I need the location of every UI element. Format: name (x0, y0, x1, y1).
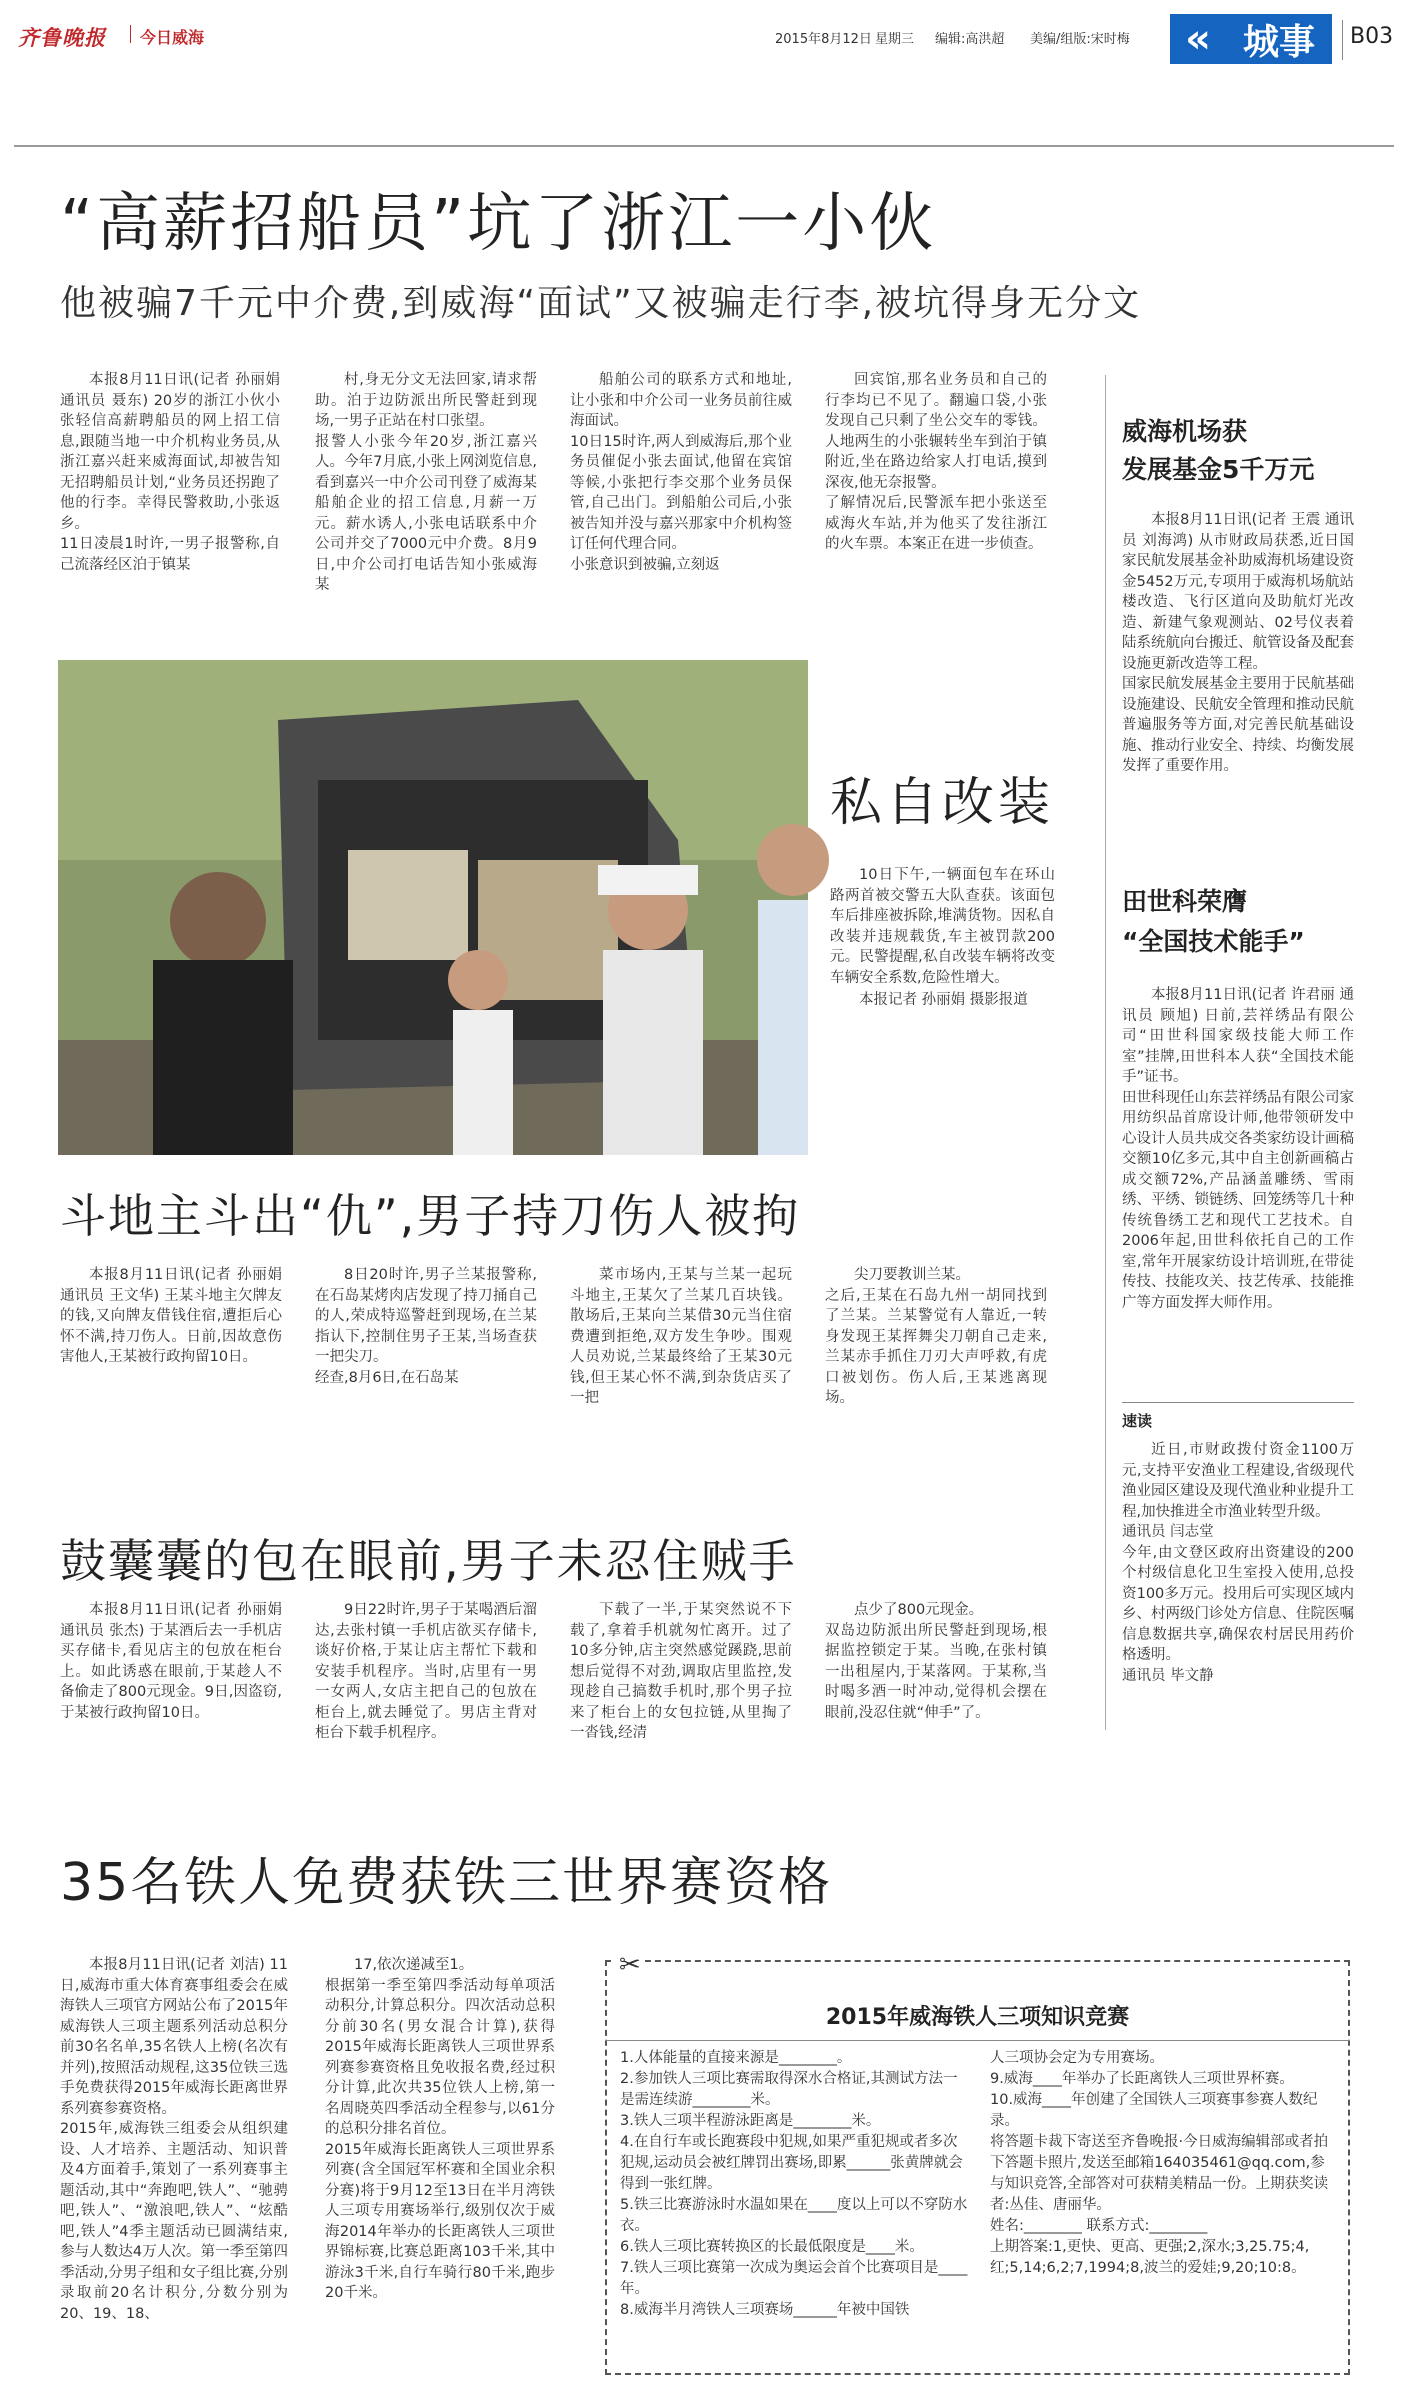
brief-label: 速读 (1122, 1410, 1158, 1431)
news-photo-van (58, 660, 808, 1155)
sidebar-airport-headline-1: 威海机场获 (1122, 417, 1248, 446)
ironman-column-1 (60, 1955, 288, 2375)
photo-story-text: 10日下午,一辆面包车在环山路两首被交警五大队查获。该面包车后排座被拆除,堆满货物。因私自改装并违规载货,车主被罚款200元。民警提醒,私自改装车辆将改变车辆安全系数,危险性增大。 (830, 867, 1055, 986)
ironman-col1-text: 本报8月11日讯(记者 刘洁) 11日,威海市重大体育赛事组委会在威海铁人三项官方网站公布了2015年威海铁人三项主题系列活动总积分前30名名单,35名铁人上榜(名次有并列),按照活动规程,这35位铁三选手免费获得2015年威海长距离世界系列赛参赛资格。 2015年,威海铁三组委会从组织建设、人才培养、主题活动、知识普及4方面着手,策划了一系列赛事主题活动,其中“奔跑吧,铁人”、“驰骋吧,铁人”、“激浪吧,铁人”、“炫酷吧,铁人”4季主题活动已圆满结束,参与人数达4万人次。第一季至第四季活动,分男子组和女子组比赛,分别录取前20名计积分,分数分别为20、19、18、 (60, 1957, 288, 2322)
brief-rule (1122, 1402, 1354, 1403)
lead-column-2 (315, 370, 537, 650)
sidebar-tian-headline-2: “全国技术能手” (1122, 927, 1305, 956)
theft-col4-text: 点少了800元现金。 双岛边防派出所民警赶到现场,根据监控锁定于某。当晚,在张村镇一出租屋内,于某落网。于某称,当时喝多酒一时冲动,觉得机会摆在眼前,没忍住就“伸手”了。 (825, 1602, 1047, 1721)
sidebar-rule (1105, 375, 1106, 1730)
theft-headline: 鼓囊囊的包在眼前,男子未忍住贼手 (60, 1534, 797, 1588)
scissors-icon: ✂ (615, 1950, 645, 1980)
design-credit: 美编/组版:宋时梅 (1030, 32, 1130, 47)
theft-col1-text: 本报8月11日讯(记者 孙丽娟 通讯员 张杰) 于某酒后去一手机店买存储卡,看见店主的包放在柜台上。如此诱惑在眼前,于某趁人不备偷走了800元现金。9日,因盗窃,于某被行政拘留10日。 (60, 1602, 287, 1721)
quiz-divider (605, 2040, 1350, 2041)
fight-column-1 (60, 1265, 287, 1490)
lead-headline: “高薪招船员”坑了浙江一小伙 (60, 187, 937, 261)
theft-col2-text: 9日22时许,男子于某喝酒后溜达,去张村镇一手机店欲买存储卡,谈好价格,于某让店主帮忙下载和安装手机程序。当时,店里有一男一女两人,女店主把自己的包放在柜台上,就去睡觉了。男店主背对柜台下载手机程序。 (315, 1602, 537, 1741)
top-rule (14, 145, 1394, 147)
section-arrow-icon: « (1170, 14, 1226, 64)
lead-col4-text: 回宾馆,那名业务员和自己的行李均已不见了。翻遍口袋,小张发现自己只剩了坐公交车的零钱。人地两生的小张辗转坐车到泊于镇附近,坐在路边给家人打电话,摸到深夜,他无奈报警。 了解情况后,民警派车把小张送至威海火车站,并为他买了发往浙江的火车票。本案正在进一步侦查。 (825, 372, 1047, 552)
quiz-item: 5.铁三比赛游泳时水温如果在____度以上可以不穿防水衣。 (620, 2197, 968, 2234)
edition-name: 今日威海 (140, 28, 205, 47)
lead-column-1 (60, 370, 280, 650)
sidebar-brief-text: 近日,市财政拨付资金1100万元,支持平安渔业工程建设,省级现代渔业园区建设及现代渔业种业提升工程,加快推进全市渔业转型升级。 通讯员 闫志堂 今年,由文登区政府出资建设的200个村级信息化卫生室投入使用,总投资100多万元。投用后可实现区域内乡、村两级门诊处方信息、住院医嘱信息数据共享,确保农村居民用药价格透明。 通讯员 毕文静 (1122, 1442, 1354, 1684)
fight-col1-text: 本报8月11日讯(记者 孙丽娟 通讯员 王文华) 王某斗地主欠牌友的钱,又向牌友借钱住宿,遭拒后心怀不满,持刀伤人。日前,因故意伤害他人,王某被行政拘留10日。 (60, 1267, 287, 1365)
fight-col3-text: 菜市场内,王某与兰某一起玩斗地主,王某欠了兰某几百块钱。散场后,王某向兰某借30元当住宿费遭到拒绝,双方发生争吵。围观人员劝说,兰某最终给了王某30元钱,但王某心怀不满,到杂货店买了一把 (570, 1267, 792, 1406)
photo-story-credit: 本报记者 孙丽娟 摄影报道 (859, 992, 1028, 1008)
lead-col1-text: 本报8月11日讯(记者 孙丽娟 通讯员 聂东) 20岁的浙江小伙小张轻信高薪聘船员的网上招工信息,跟随当地一中介机构业务员,从浙江嘉兴赶来威海面试,却被告知无招聘船员计划,“业务员还拐跑了他的行李。幸得民警救助,小张返乡。 11日凌晨1时许,一男子报警称,自己流落经区泊于镇某 (60, 372, 280, 573)
quiz-title: 2015年威海铁人三项知识竞赛 (825, 2005, 1130, 2030)
quiz-item: 2.参加铁人三项比赛需取得深水合格证,其测试方法一是需连续游________米。 (620, 2071, 958, 2108)
issue-date: 2015年8月12日 (775, 32, 872, 47)
quiz-item: 3.铁人三项半程游泳距离是________米。 (620, 2113, 881, 2129)
quiz-item: 7.铁人三项比赛第一次成为奥运会首个比赛项目是____年。 (620, 2260, 968, 2297)
sidebar-tian-text: 本报8月11日讯(记者 许君丽 通讯员 顾旭) 日前,芸祥绣品有限公司“田世科国家级技能大师工作室”挂牌,田世科本人获“全国技术能手”证书。 田世科现任山东芸祥绣品有限公司家用纺织品首席设计师,他带领研发中心设计人员共成交各类家纺设计画稿交额10亿多元,其中自主创新画稿占成交额72%,产品涵盖雕绣、雪雨绣、平绣、锁链绣、回笼绣等几十种传统鲁绣工艺和现代工艺技术。自2006年起,田世科依托自己的工作室,常年开展家纺设计培训班,在带徒传技、技能攻关、技艺传承、技能推广等方面发挥大师作用。 (1122, 987, 1354, 1311)
lead-column-3 (570, 370, 792, 650)
quiz-item: 人三项协会定为专用赛场。 (990, 2050, 1164, 2066)
photo-story-column (830, 865, 1055, 1095)
ironman-headline: 35名铁人免费获铁三世界赛资格 (60, 1853, 833, 1913)
quiz-item: 6.铁人三项比赛转换区的长最低限度是____米。 (620, 2239, 924, 2255)
fight-col4-text: 尖刀要教训兰某。 之后,王某在石岛九州一胡同找到了兰某。兰某警觉有人靠近,一转身发现王某挥舞尖刀朝自己走来,兰某赤手抓住刀刃大声呼救,有虎口被划伤。伤人后,王某逃离现场。 (825, 1267, 1047, 1406)
quiz-item: 上期答案:1,更快、更高、更强;2,深水;3,25.75;4,红;5,14;6,2;7,1994;8,波兰的爱娃;9,20;10:8。 (990, 2239, 1310, 2276)
lead-column-4 (825, 370, 1047, 650)
quiz-item: 1.人体能量的直接来源是________。 (620, 2050, 852, 2066)
theft-column-4 (825, 1600, 1047, 1825)
theft-column-1 (60, 1600, 287, 1825)
masthead-divider (130, 25, 131, 43)
quiz-left-column (620, 2048, 970, 2368)
newspaper-logo: 齐鲁晚报 (18, 25, 106, 50)
ironman-column-2 (325, 1955, 555, 2375)
quiz-right-column (990, 2048, 1335, 2368)
sidebar-airport-column (1122, 510, 1354, 880)
fight-col2-text: 8日20时许,男子兰某报警称,在石岛某烤肉店发现了持刀捅自己的人,荣成特巡警赶到现场,在兰某指认下,控制住男子王某,当场查获一把尖刀。 经查,8月6日,在石岛某 (315, 1267, 537, 1386)
sidebar-brief-column (1122, 1440, 1354, 1730)
theft-column-3 (570, 1600, 792, 1825)
section-name: 城事 (1226, 14, 1332, 64)
issue-weekday: 星期三 (875, 32, 915, 47)
sidebar-airport-text: 本报8月11日讯(记者 王震 通讯员 刘海鸿) 从市财政局获悉,近日国家民航发展基金补助威海机场建设资金5452万元,专项用于威海机场航站楼改造、飞行区道向及助航灯光改造、新建气象观测站、02号仪表着陆系统航向台搬迁、航管设备及配套设施更新改造等工程。 国家民航发展基金主要用于民航基础设施建设、民航安全管理和推动民航普遍服务等方面,对完善民航基础设施、推动行业安全、持续、均衡发展发挥了重要作用。 (1122, 512, 1354, 774)
page-divider (1342, 20, 1343, 60)
photo-story-title: 私自改装 (830, 773, 1055, 833)
fight-headline: 斗地主斗出“仇”,男子持刀伤人被拘 (60, 1189, 801, 1243)
page-number: B03 (1350, 24, 1394, 49)
editor-credit: 编辑:高洪超 (935, 32, 1005, 47)
fight-column-4 (825, 1265, 1047, 1490)
ironman-col2-text: 17,依次递减至1。 根据第一季至第四季活动每单项活动积分,计算总积分。四次活动总积分前30名(男女混合计算),获得2015年威海长距离铁人三项世界系列赛参赛资格且免收报名费,经过积分计算,此次共35位铁人上榜,第一名周晓英四季活动全程参与,以61分的总积分排名首位。 2015年威海长距离铁人三项世界系列赛(含全国冠军杯赛和全国业余积分赛)将于9月12至13日在半月湾铁人三项专用赛场举行,级别仅次于威海2014年举办的长距离铁人三项世界锦标赛,比赛总距离103千米,其中游泳3千米,自行车骑行80千米,跑步20千米。 (325, 1957, 555, 2301)
quiz-item: 将答题卡裁下寄送至齐鲁晚报·今日威海编辑部或者拍下答题卡照片,发送至邮箱164035461@qq.com,参与知识竞答,全部答对可获精美精品一份。上期获奖读者:丛佳、唐丽华。 (990, 2134, 1329, 2213)
sidebar-tian-column (1122, 985, 1354, 1385)
quiz-item: 姓名:________ 联系方式:________ (990, 2218, 1208, 2234)
quiz-item: 9.威海____年举办了长距离铁人三项世界杯赛。 (990, 2071, 1294, 2087)
sidebar-tian-headline-1: 田世科荣膺 (1122, 887, 1248, 916)
theft-col3-text: 下载了一半,于某突然说不下载了,拿着手机就匆忙离开。过了10多分钟,店主突然感觉蹊跷,思前想后觉得不对劲,调取店里监控,发现趁自己搞数手机时,那个男子拉来了柜台上的女包拉链,从里掏了一沓钱,经清 (570, 1602, 792, 1741)
sidebar-airport-headline-2: 发展基金5千万元 (1122, 455, 1315, 484)
theft-column-2 (315, 1600, 537, 1825)
lead-subheadline: 他被骗7千元中介费,到威海“面试”又被骗走行李,被坑得身无分文 (60, 283, 1142, 324)
quiz-item: 8.威海半月湾铁人三项赛场______年被中国铁 (620, 2302, 910, 2318)
lead-col3-text: 船舶公司的联系方式和地址,让小张和中介公司一业务员前往威海面试。 10日15时许,两人到威海后,那个业务员催促小张去面试,他留在宾馆等候,小张把行李交那个业务员保管,自己出门。到船舶公司后,小张被告知并没与嘉兴那家中介机构签订任何代理合同。 小张意识到被骗,立刻返 (570, 372, 792, 573)
fight-column-3 (570, 1265, 792, 1490)
photo-illustration (58, 660, 808, 1155)
quiz-item: 4.在自行车或长跑赛段中犯规,如果严重犯规或者多次犯规,运动员会被红牌罚出赛场,即累______张黄牌就会得到一张红牌。 (620, 2134, 963, 2192)
quiz-item: 10.威海____年创建了全国铁人三项赛事参赛人数纪录。 (990, 2092, 1318, 2129)
lead-col2-text: 村,身无分文无法回家,请求帮助。泊于边防派出所民警赶到现场,一男子正站在村口张望。 报警人小张今年20岁,浙江嘉兴人。今年7月底,小张上网浏览信息,看到嘉兴一中介公司刊登了威海某船舶企业的招工信息,月薪一万元。薪水诱人,小张电话联系中介公司并交了7000元中介费。8月9日,中介公司打电话告知小张威海某 (315, 372, 537, 593)
fight-column-2 (315, 1265, 537, 1490)
